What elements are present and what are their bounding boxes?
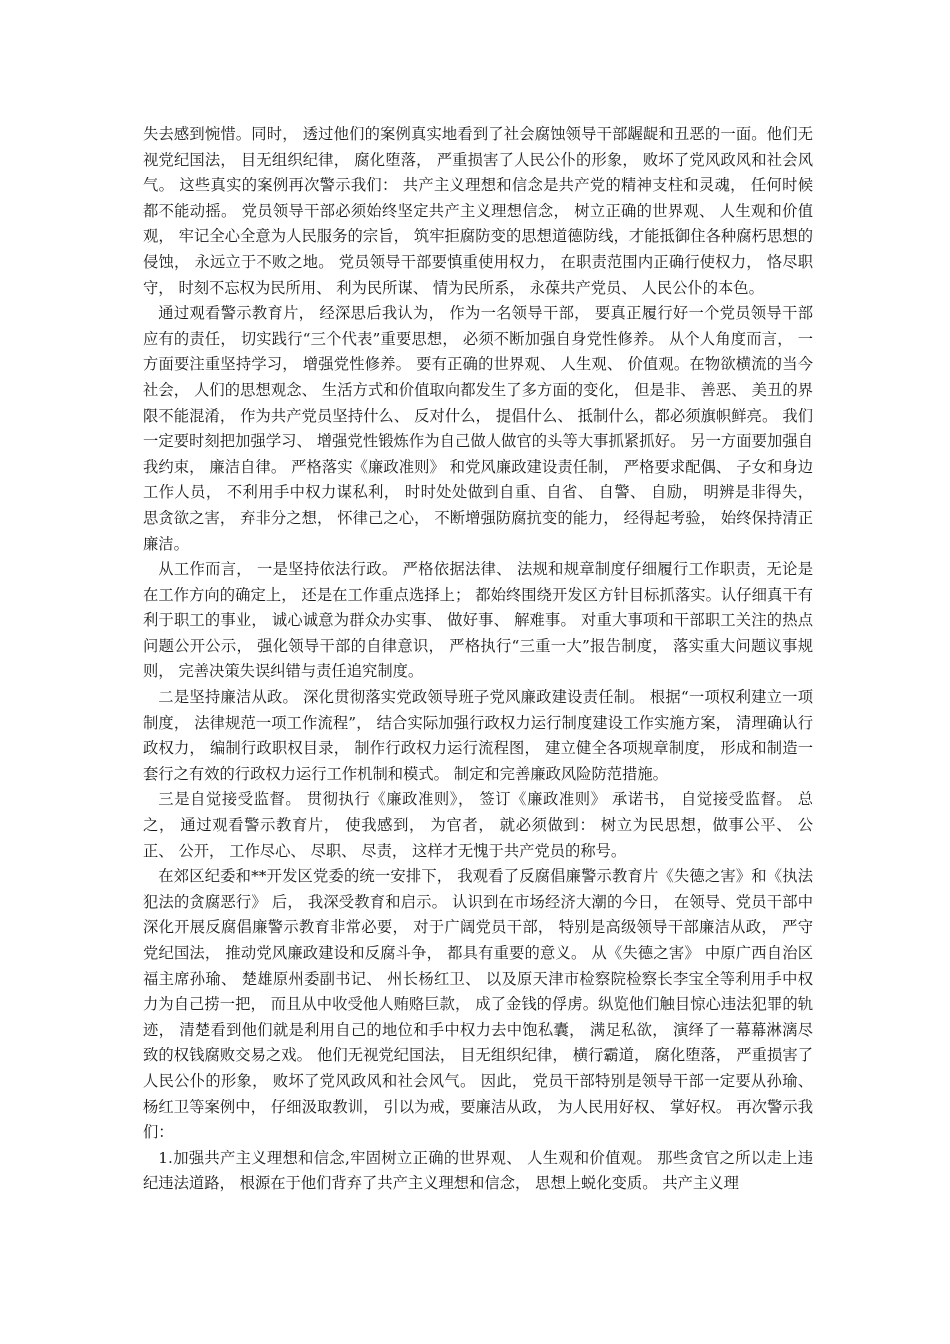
paragraph-7: 1.加强共产主义理想和信念,牢固树立正确的世界观、 人生观和价值观。 那些贪官之所以走上违纪违法道路， 根源在于他们背弃了共产主义理想和信念， 思想上蜕化变质。 共产主义理 — [143, 1148, 813, 1193]
document-body — [143, 122, 813, 1197]
paragraph-3: 从工作而言， 一是坚持依法行政。 严格依据法律、 法规和规章制度仔细履行工作职责，无论是在工作方向的确定上， 还是在工作重点选择上； 都始终围绕开发区方针目标抓落实。认仔细真干有利于职工的事业， 诚心诚意为群众办实事、 做好事、 解难事。 对重大事项和干部职工关注的热点问题公开公示， 强化领导干部的自律意识， 严格执行“三重一大”报告制度， 落实重大问题议事规则， 完善决策失误纠错与责任追究制度。 — [143, 560, 813, 681]
paragraph-1: 失去感到惋惜。同时， 透过他们的案例真实地看到了社会腐蚀领导干部龌龊和丑恶的一面。他们无视党纪国法， 目无组织纪律， 腐化堕落， 严重损害了人民公仆的形象， 败坏了党风政风和社会风气。 这些真实的案例再次警示我们： 共产主义理想和信念是共产党的精神支柱和灵魂， 任何时候都不能动摇。 党员领导干部必须始终坚定共产主义理想信念， 树立正确的世界观、 人生观和价值观， 牢记全心全意为人民服务的宗旨， 筑牢拒腐防变的思想道德防线，才能抵御住各种腐朽思想的侵蚀， 永远立于不败之地。 党员领导干部要慎重使用权力， 在职责范围内正确行使权力， 恪尽职守， 时刻不忘权为民所用、 利为民所谋、 情为民所系， 永葆共产党员、 人民公仆的本色。 — [143, 125, 813, 297]
paragraph-4: 二是坚持廉洁从政。 深化贯彻落实党政领导班子党风廉政建设责任制。 根据“一项权利建立一项制度， 法律规范一项工作流程”， 结合实际加强行政权力运行制度建设工作实施方案， 清理确认行政权力， 编制行政职权目录， 制作行政权力运行流程图， 建立健全各项规章制度， 形成和制造一套行之有效的行政权力运行工作机制和模式。 制定和完善廉政风险防范措施。 — [143, 688, 813, 783]
paragraph-5: 三是自觉接受监督。 贯彻执行《廉政准则》， 签订《廉政准则》 承诺书， 自觉接受监督。 总之， 通过观看警示教育片， 使我感到， 为官者， 就必须做到： 树立为民思想，做事公平、 公正、 公开， 工作尽心、 尽职、 尽责， 这样才无愧于共产党员的称号。 — [143, 790, 813, 860]
paragraph-6: 在郊区纪委和**开发区党委的统一安排下， 我观看了反腐倡廉警示教育片《失德之害》和《执法犯法的贪腐恶行》 后， 我深受教育和启示。 认识到在市场经济大潮的今日， 在领导、党员干部中深化开展反腐倡廉警示教育非常必要， 对于广阔党员干部， 特别是高级领导干部廉洁从政， 严守党纪国法， 推动党风廉政建设和反腐斗争， 都具有重要的意义。 从《失德之害》 中原广西自治区福主席孙瑜、 楚雄原州委副书记、 州长杨红卫、 以及原天津市检察院检察长李宝全等利用手中权力为自己捞一把， 而且从中收受他人贿赂巨款， 成了金钱的俘虏。纵览他们触目惊心违法犯罪的轨迹， 清楚看到他们就是利用自己的地位和手中权力去中饱私囊， 满足私欲， 演绎了一幕幕淋漓尽致的权钱腐败交易之戏。 他们无视党纪国法， 目无组织纪律， 横行霸道， 腐化堕落， 严重损害了人民公仆的形象， 败坏了党风政风和社会风气。 因此， 党员干部特别是领导干部一定要从孙瑜、 杨红卫等案例中， 仔细汲取教训， 引以为戒，要廉洁从政， 为人民用好权、 掌好权。 再次警示我们： — [143, 867, 813, 1142]
paragraph-2: 通过观看警示教育片， 经深思后我认为， 作为一名领导干部， 要真正履行好一个党员领导干部应有的责任， 切实践行“三个代表”重要思想， 必须不断加强自身党性修养。 从个人角度而言， 一方面要注重坚持学习， 增强党性修养。 要有正确的世界观、 人生观、 价值观。在物欲横流的当今社会， 人们的思想观念、 生活方式和价值取向都发生了多方面的变化， 但是非、 善恶、 美丑的界限不能混淆， 作为共产党员坚持什么、 反对什么， 提倡什么、 抵制什么，都必须旗帜鲜亮。 我们一定要时刻把加强学习、 增强党性锻炼作为自己做人做官的头等大事抓紧抓好。 另一方面要加强自我约束， 廉洁自律。 严格落实《廉政准则》 和党风廉政建设责任制， 严格要求配偶、 子女和身边工作人员， 不利用手中权力谋私利， 时时处处做到自重、自省、 自警、 自励， 明辨是非得失， 思贪欲之害， 弃非分之想， 怀律己之心， 不断增强防腐抗变的能力， 经得起考验， 始终保持清正廉洁。 — [143, 304, 813, 553]
